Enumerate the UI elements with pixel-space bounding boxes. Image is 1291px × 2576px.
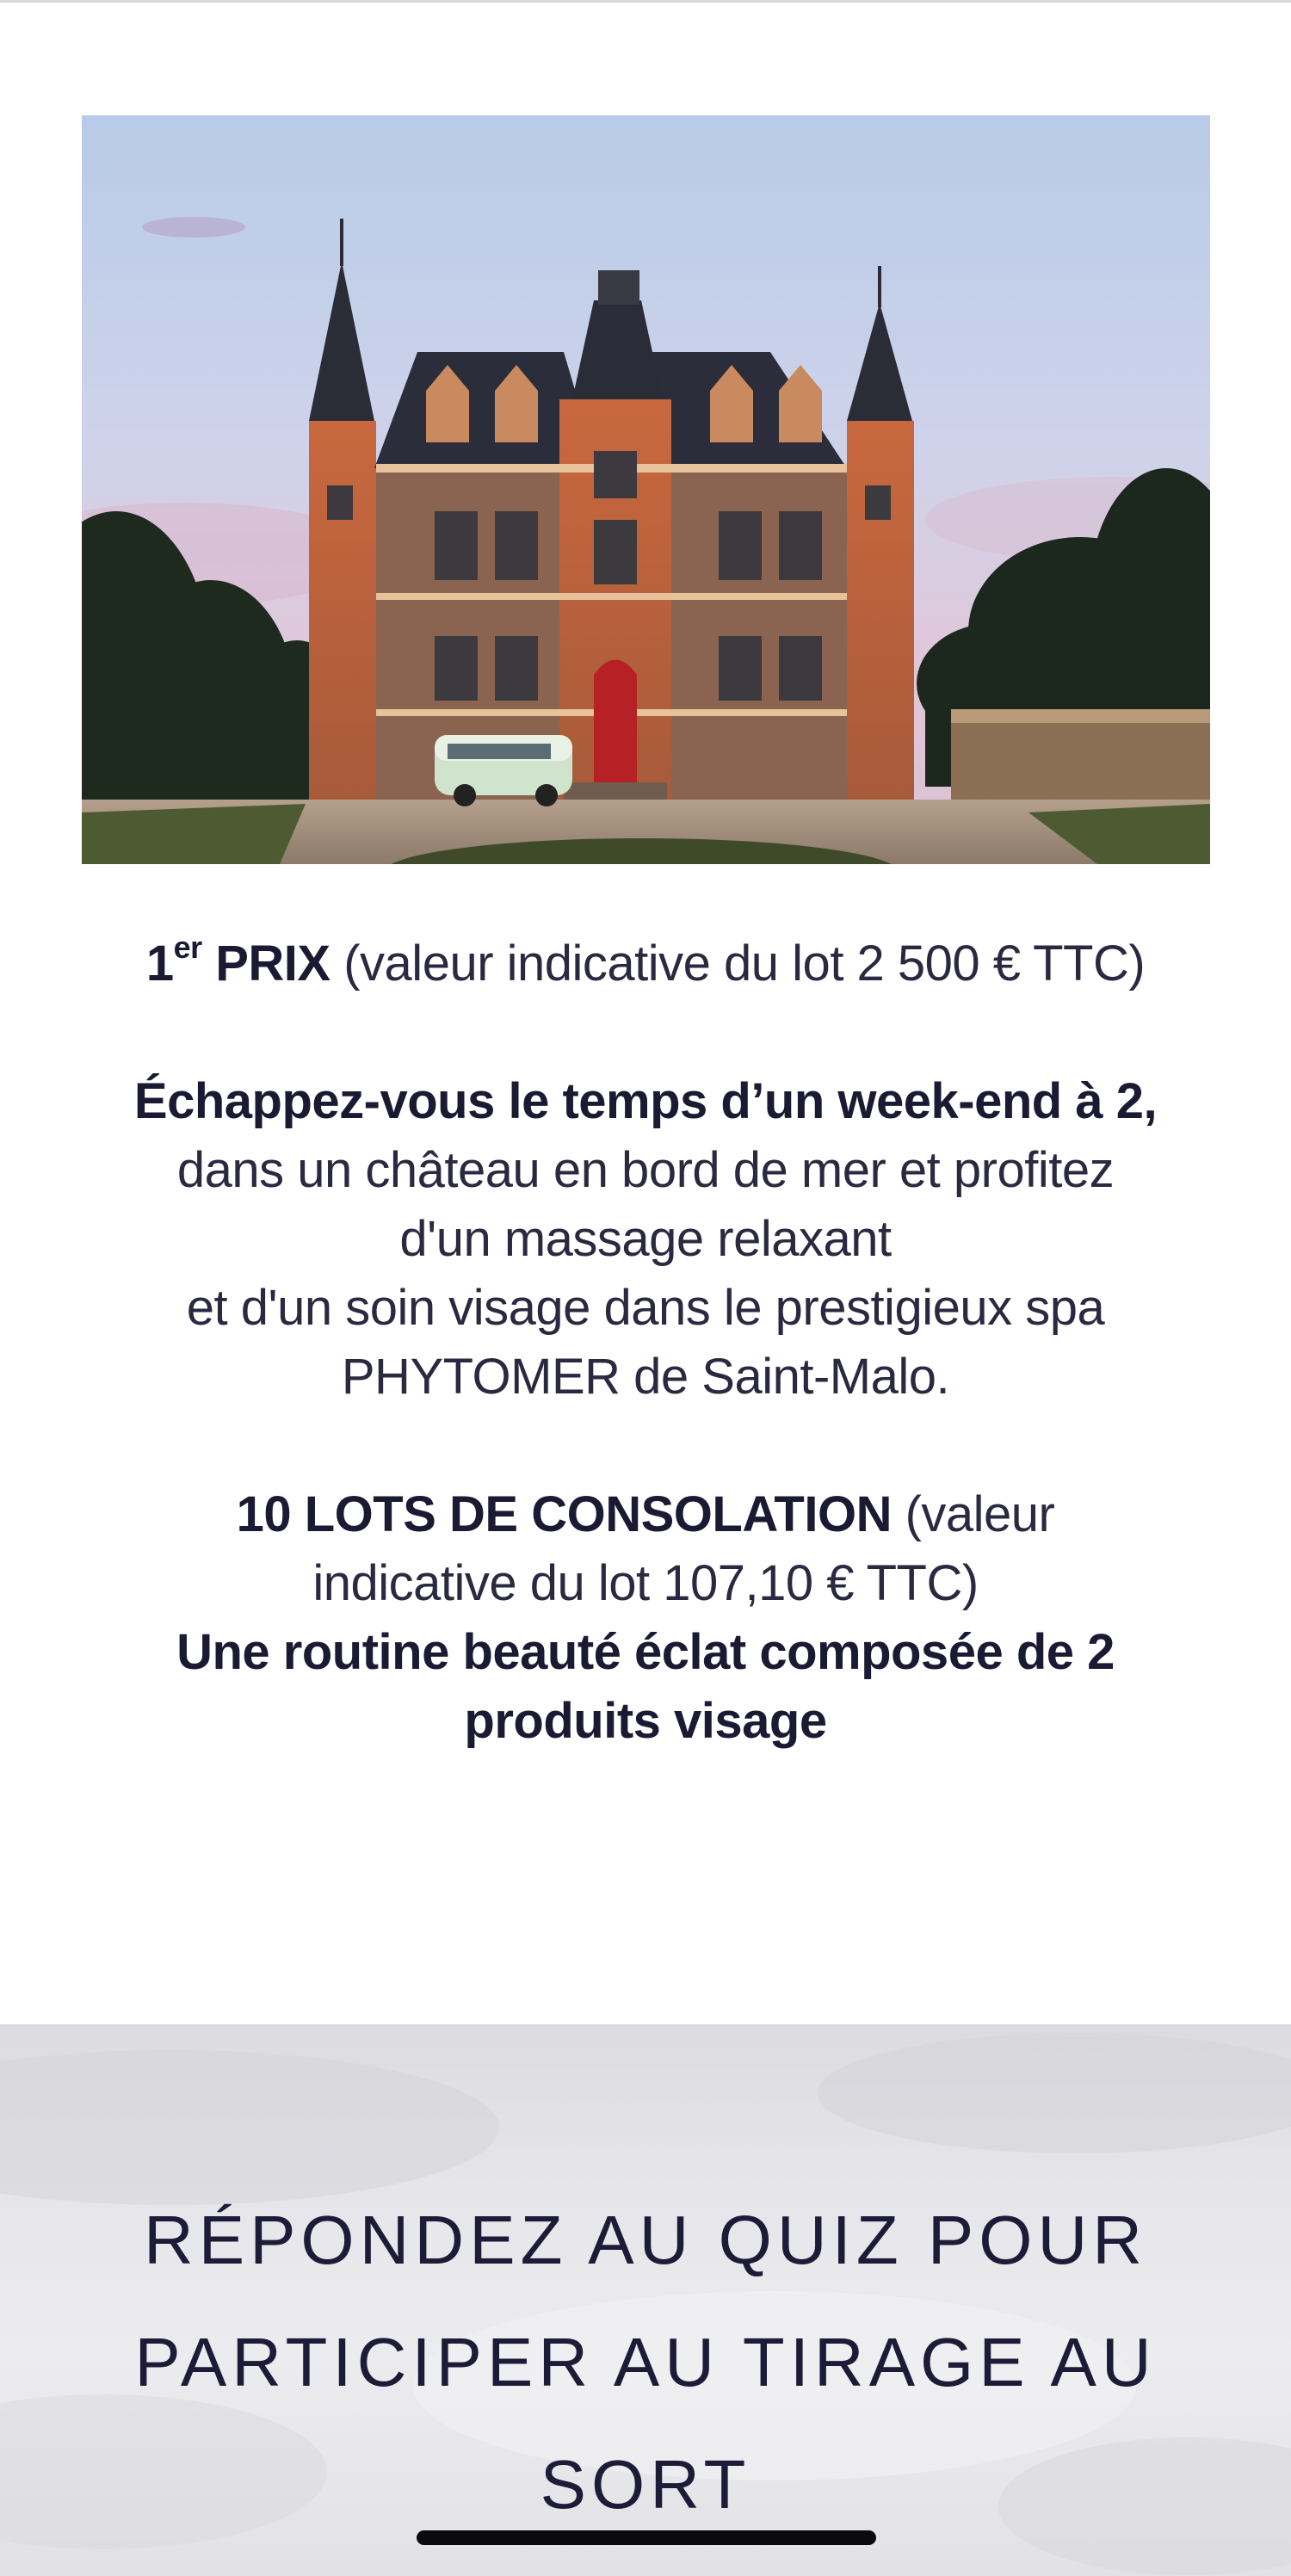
hero-chateau-image — [82, 115, 1210, 864]
consolation-title: 10 LOTS DE CONSOLATION — [236, 1486, 892, 1542]
quiz-cta-text[interactable]: RÉPONDEZ AU QUIZ POUR PARTICIPER AU TIRAGE AU SORT — [134, 2202, 1157, 2523]
consolation-value-note: (valeur indicative du lot 107,10 € TTC) — [312, 1486, 1055, 1611]
first-prize-headline — [129, 1067, 1162, 1136]
first-prize-description-text-1: dans un château en bord de mer et profitez d'un massage relaxant — [176, 1142, 1115, 1267]
consolation-description-text: Une routine beauté éclat composée de 2 produits visage — [176, 1624, 1115, 1749]
first-prize-value-note: (valeur indicative du lot 2 500 € TTC) — [343, 936, 1146, 991]
consolation-description — [129, 1618, 1162, 1756]
first-prize-heading — [129, 930, 1162, 998]
quiz-banner[interactable] — [0, 2024, 1291, 2576]
first-prize-description-line-2 — [129, 1274, 1162, 1412]
first-prize-rank-number: 1 — [145, 936, 174, 991]
first-prize-rank-word: PRIX — [215, 936, 330, 991]
first-prize-description-text-2: et d'un soin visage dans le prestigieux spa PHYTOMER de Saint-Malo. — [186, 1280, 1105, 1405]
chateau-illustration — [82, 115, 1210, 864]
home-indicator[interactable] — [417, 2530, 876, 2545]
first-prize-description-line-1 — [129, 1136, 1162, 1274]
top-divider — [0, 0, 1291, 3]
prize-details — [129, 930, 1162, 1756]
first-prize-headline-text: Échappez-vous le temps d’un week-end à 2, — [133, 1073, 1158, 1129]
consolation-heading — [129, 1480, 1162, 1618]
first-prize-rank-suffix: er — [173, 930, 202, 965]
